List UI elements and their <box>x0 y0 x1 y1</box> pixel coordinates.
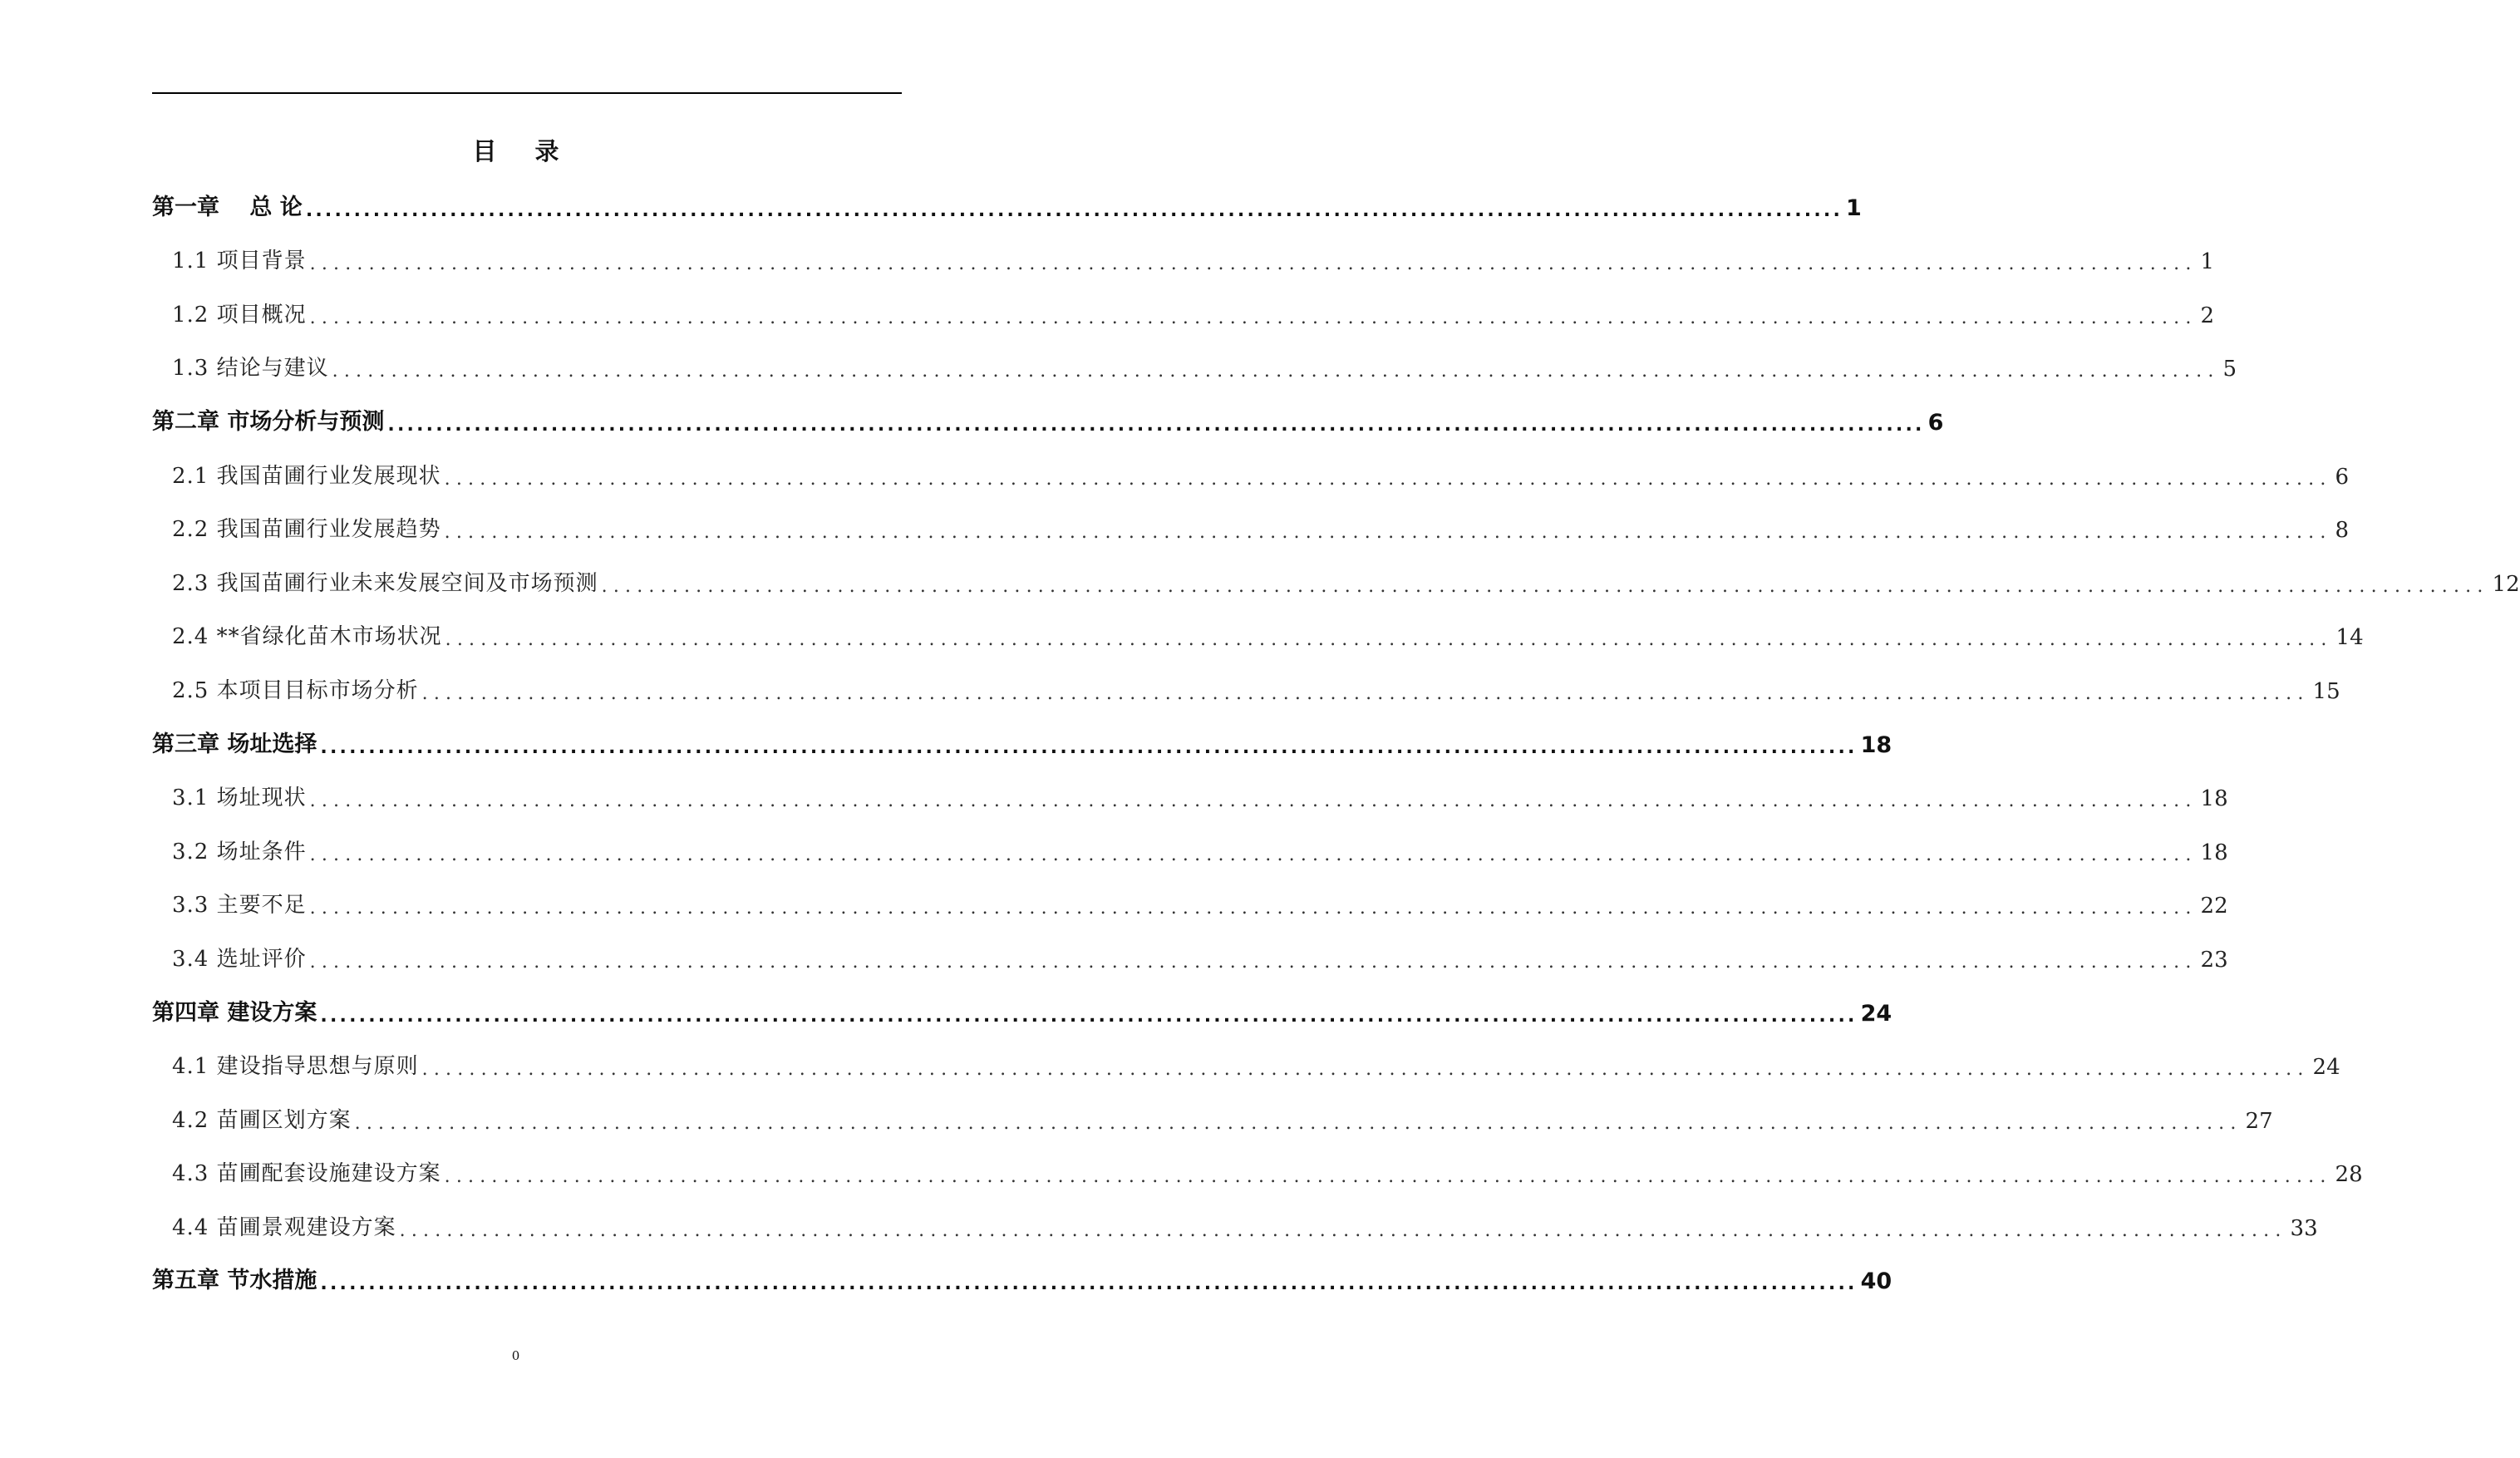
toc-section-entry[interactable] <box>152 877 2228 931</box>
toc-entry-page: 5 <box>2222 357 2237 382</box>
toc-entry-page: 28 <box>2335 1162 2363 1188</box>
dot-leader: ................................................................................................................................................................ <box>444 468 2332 490</box>
toc-entry-page: 6 <box>1927 409 1944 436</box>
toc-entry-label: 3.3 主要不足 <box>172 893 307 919</box>
toc-section-entry[interactable] <box>152 770 2228 824</box>
toc-entry-page: 22 <box>2200 894 2228 919</box>
toc-entry-page: 2 <box>2200 303 2215 328</box>
dot-leader: ................................................................................................................................................................ <box>309 307 2198 328</box>
toc-title: 目 录 <box>472 137 574 165</box>
dot-leader: ................................................................................................................................................................ <box>445 629 2333 651</box>
dot-leader: ................................................................................................................................................................ <box>421 1059 2310 1081</box>
toc-entry-label: 2.4 **省绿化苗木市场状况 <box>172 624 442 650</box>
toc-entry-page: 15 <box>2312 678 2340 704</box>
toc-section-entry[interactable] <box>152 1091 2273 1145</box>
toc-entry-page: 18 <box>1860 731 1892 758</box>
dot-leader: ................................................................................................................................................................ <box>309 844 2198 865</box>
dot-leader: ................................................................................................................................................................ <box>387 414 1925 436</box>
dot-leader: ................................................................................................................................................................ <box>354 1112 2242 1134</box>
toc-entry-page: 8 <box>2335 518 2350 544</box>
toc-entry-label: 4.3 苗圃配套设施建设方案 <box>172 1161 441 1187</box>
page-number: 0 <box>511 1348 520 1363</box>
toc-entry-label: 4.4 苗圃景观建设方案 <box>172 1214 396 1240</box>
dot-leader: ................................................................................................................................................................ <box>332 361 2220 382</box>
toc-entry-label: 2.3 我国苗圃行业未来发展空间及市场预测 <box>172 570 598 596</box>
dot-leader: ................................................................................................................................................................ <box>399 1219 2287 1241</box>
header-rule <box>152 92 902 94</box>
dot-leader: ................................................................................................................................................................ <box>444 1166 2332 1188</box>
toc-entry-label: 第五章 节水措施 <box>152 1268 317 1294</box>
toc-entry-page: 40 <box>1860 1268 1892 1295</box>
toc-section-entry[interactable] <box>152 1038 2340 1092</box>
toc-entry-label: 1.2 项目概况 <box>172 302 307 328</box>
toc-entry-label: 2.2 我国苗圃行业发展趋势 <box>172 517 441 543</box>
dot-leader: ................................................................................................................................................................ <box>305 199 1843 221</box>
dot-leader: ................................................................................................................................................................ <box>601 575 2489 597</box>
toc-entry-label: 3.1 场址现状 <box>172 786 307 811</box>
toc-entry-page: 6 <box>2335 464 2350 490</box>
toc-chapter-entry[interactable] <box>152 716 1892 770</box>
toc-section-entry[interactable] <box>152 1145 2363 1199</box>
toc-entry-label: 第三章 场址选择 <box>152 731 317 757</box>
toc-entry-page: 23 <box>2200 947 2228 973</box>
dot-leader: ................................................................................................................................................................ <box>320 1005 1858 1027</box>
toc-section-entry[interactable] <box>152 340 2237 394</box>
toc-entry-label: 第四章 建设方案 <box>152 999 317 1026</box>
toc-entry-page: 12 <box>2492 571 2520 597</box>
toc-section-entry[interactable] <box>152 286 2215 340</box>
toc-entry-label: 3.2 场址条件 <box>172 839 307 864</box>
toc-entry-page: 18 <box>2200 840 2228 865</box>
toc-entry-label: 1.1 项目背景 <box>172 249 307 274</box>
toc-entry-page: 27 <box>2245 1108 2273 1134</box>
dot-leader: ................................................................................................................................................................ <box>309 898 2198 919</box>
toc-entry-page: 24 <box>1860 1000 1892 1027</box>
dot-leader: ................................................................................................................................................................ <box>421 682 2310 704</box>
toc-section-entry[interactable] <box>152 554 2520 608</box>
toc-entry-label: 3.4 选址评价 <box>172 946 307 972</box>
toc-chapter-entry[interactable] <box>152 984 1892 1038</box>
toc-entry-label: 4.2 苗圃区划方案 <box>172 1107 352 1133</box>
toc-section-entry[interactable] <box>152 1199 2318 1253</box>
toc-entry-page: 18 <box>2200 786 2228 812</box>
toc-section-entry[interactable] <box>152 662 2340 716</box>
toc-entry-page: 1 <box>1846 195 1862 221</box>
toc-section-entry[interactable] <box>152 501 2350 555</box>
toc-entry-page: 24 <box>2312 1055 2340 1081</box>
toc-chapter-entry[interactable] <box>152 393 1944 447</box>
dot-leader: ................................................................................................................................................................ <box>309 254 2198 275</box>
toc-chapter-entry[interactable] <box>152 1253 1892 1307</box>
toc-entry-page: 1 <box>2200 249 2215 275</box>
toc-section-entry[interactable] <box>152 823 2228 877</box>
dot-leader: ................................................................................................................................................................ <box>309 951 2198 973</box>
toc-entry-label: 4.1 建设指导思想与原则 <box>172 1054 419 1080</box>
toc-chapter-entry[interactable] <box>152 179 1862 233</box>
dot-leader: ................................................................................................................................................................ <box>309 791 2198 812</box>
toc-entry-label: 2.5 本项目目标市场分析 <box>172 677 419 703</box>
toc-entry-label: 第一章 总 论 <box>152 194 303 220</box>
toc-entry-label: 第二章 市场分析与预测 <box>152 408 385 435</box>
toc-entry-page: 33 <box>2290 1215 2318 1241</box>
toc-entry-label: 1.3 结论与建议 <box>172 356 329 382</box>
toc-section-entry[interactable] <box>152 233 2215 287</box>
toc-section-entry[interactable] <box>152 608 2364 663</box>
toc-entry-page: 14 <box>2335 625 2364 651</box>
table-of-contents <box>152 179 2520 1306</box>
toc-section-entry[interactable] <box>152 447 2350 501</box>
dot-leader: ................................................................................................................................................................ <box>320 736 1858 758</box>
dot-leader: ................................................................................................................................................................ <box>320 1273 1858 1295</box>
dot-leader: ................................................................................................................................................................ <box>444 522 2332 544</box>
toc-section-entry[interactable] <box>152 930 2228 984</box>
toc-entry-label: 2.1 我国苗圃行业发展现状 <box>172 463 441 489</box>
